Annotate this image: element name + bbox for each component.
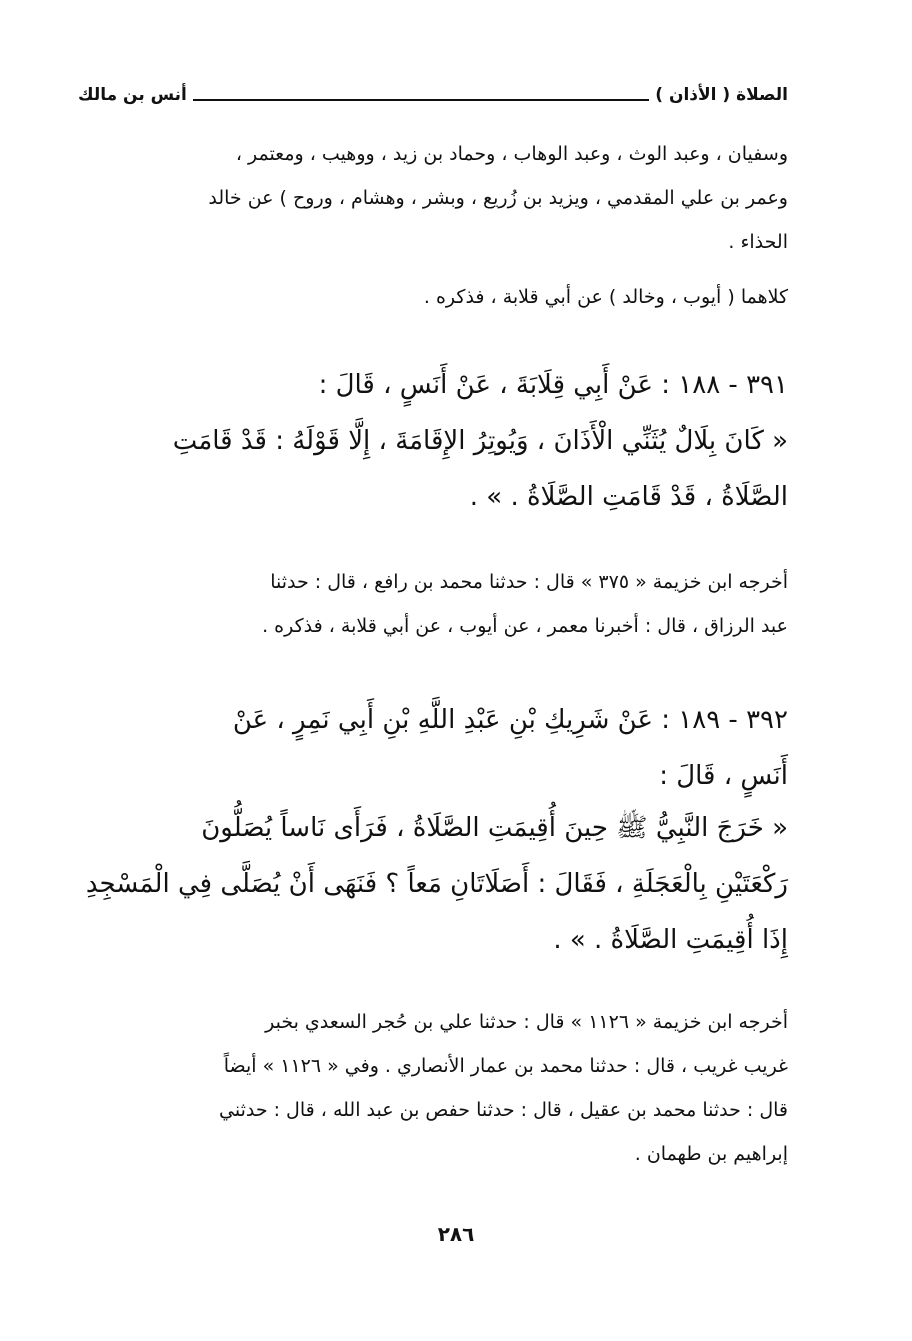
text-line: عبد الرزاق ، قال : أخبرنا معمر ، عن أيوب ، عن أبي قلابة ، فذكره .	[262, 615, 788, 637]
hadith-line: الصَّلَاةُ ، قَدْ قَامَتِ الصَّلَاةُ . » .	[469, 482, 788, 512]
hadith-392-matn	[78, 800, 788, 968]
text-line: وسفيان ، وعبد الوث ، وعبد الوهاب ، وحماد بن زيد ، ووهيب ، ومعتمر ،	[235, 143, 788, 165]
narrators-summary	[78, 275, 788, 319]
hadith-392-isnad	[78, 692, 788, 804]
narrators-paragraph	[78, 132, 788, 264]
hadith-line: أَنَسٍ ، قَالَ :	[659, 761, 788, 791]
text-line: وعمر بن علي المقدمي ، ويزيد بن زُريع ، وبشر ، وهشام ، وروح ) عن خالد	[208, 187, 788, 209]
text-line: أخرجه ابن خزيمة « ١١٢٦ » قال : حدثنا علي بن حُجر السعدي بخبر	[265, 1011, 788, 1033]
running-header	[78, 80, 788, 106]
hadith-line: « خَرَجَ النَّبِيُّ ﷺ حِينَ أُقِيمَتِ الصَّلَاةُ ، فَرَأَى نَاساً يُصَلُّونَ	[201, 813, 788, 843]
text-line: كلاهما ( أيوب ، وخالد ) عن أبي قلابة ، فذكره .	[423, 286, 788, 308]
takhrij-392	[78, 1000, 788, 1176]
hadith-391	[78, 357, 788, 525]
hadith-line: ٣٩٢ - ١٨٩ : عَنْ شَرِيكِ بْنِ عَبْدِ اللَّهِ بْنِ أَبِي نَمِرٍ ، عَنْ	[232, 705, 788, 735]
hadith-line: رَكْعَتَيْنِ بِالْعَجَلَةِ ، فَقَالَ : أَصَلَاتَانِ مَعاً ؟ فَنَهَى أَنْ يُصَلَّى فِي الْمَسْجِدِ	[85, 869, 788, 899]
text-line: الحذاء .	[728, 231, 788, 253]
hadith-line: ٣٩١ - ١٨٨ : عَنْ أَبِي قِلَابَةَ ، عَنْ أَنَسٍ ، قَالَ :	[318, 370, 788, 400]
text-line: أخرجه ابن خزيمة « ٣٧٥ » قال : حدثنا محمد بن رافع ، قال : حدثنا	[270, 571, 788, 593]
text-line: غريب غريب ، قال : حدثنا محمد بن عمار الأنصاري . وفي « ١١٢٦ » أيضاً	[223, 1055, 788, 1077]
text-line: قال : حدثنا محمد بن عقيل ، قال : حدثنا حفص بن عبد الله ، قال : حدثني	[219, 1099, 788, 1121]
hadith-line: « كَانَ بِلَالٌ يُثَنِّي الْأَذَانَ ، وَيُوتِرُ الإِقَامَةَ ، إِلَّا قَوْلَهُ : قَدْ قَامَتِ	[172, 426, 788, 456]
chapter-title: الصلاة ( الأذان )	[655, 85, 788, 105]
takhrij-391	[78, 560, 788, 648]
book-title: أنس بن مالك	[78, 85, 187, 105]
header-rule	[193, 99, 649, 101]
text-line: إبراهيم بن طهمان .	[634, 1143, 788, 1165]
hadith-line: إِذَا أُقِيمَتِ الصَّلَاةُ . » .	[553, 925, 788, 955]
page-number: ٢٨٦	[437, 1222, 475, 1246]
